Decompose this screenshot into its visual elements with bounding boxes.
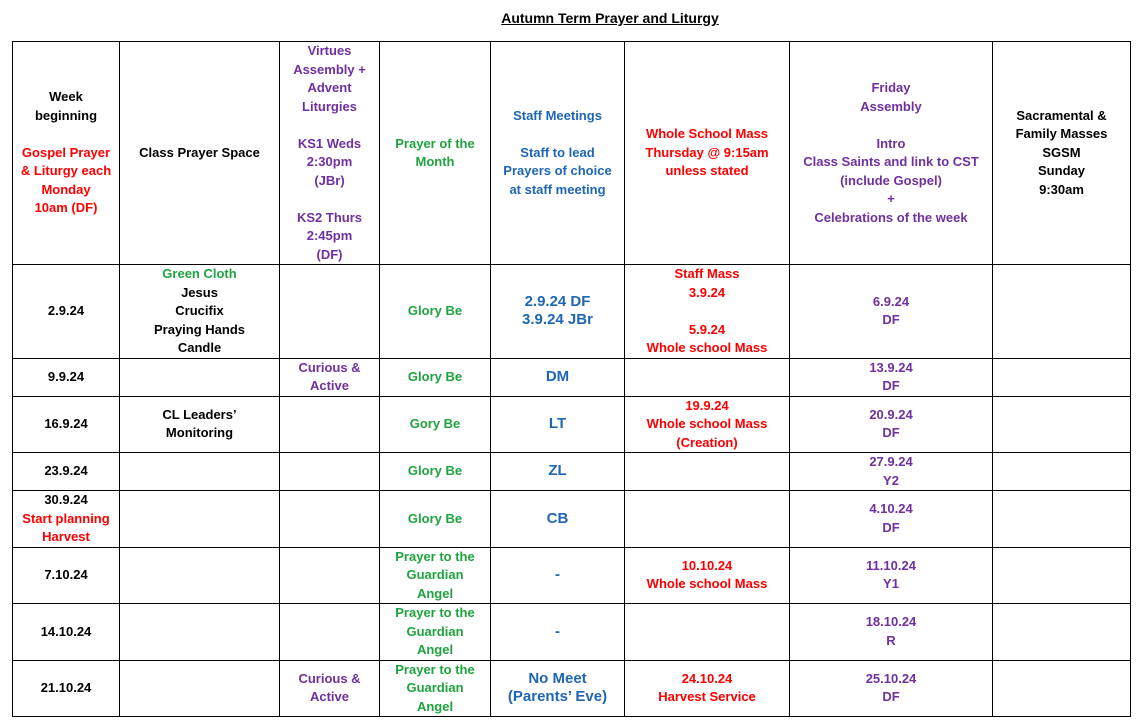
staff-meeting-cell (491, 660, 625, 717)
staff-meeting-cell (491, 547, 625, 604)
week-cell (13, 491, 120, 548)
cell-text: 3.9.24 JBr (522, 311, 593, 329)
sacramental-cell (993, 453, 1131, 491)
mass-cell (625, 265, 790, 359)
prayer-space-cell (120, 265, 280, 359)
cell-text: Whole school Mass (646, 416, 768, 431)
mass-cell (625, 547, 790, 604)
staff-meeting-cell (491, 453, 625, 491)
sacramental-cell (993, 604, 1131, 661)
cell-text: 2.9.24 (47, 303, 85, 318)
friday-assembly-cell (790, 358, 993, 396)
staff-meeting-cell (491, 358, 625, 396)
table-row (13, 660, 1131, 717)
cell-text: DM (545, 367, 570, 385)
staff-meeting-cell (491, 396, 625, 453)
cell-text: Angel (416, 585, 454, 601)
virtues-cell (280, 660, 380, 717)
cell-text: DF (882, 312, 900, 328)
prayer-of-month-cell (380, 396, 491, 453)
cell-text: Guardian (406, 623, 464, 639)
table-row (13, 265, 1131, 359)
cell-text: 14.10.24 (40, 623, 92, 639)
cell-text: Guardian (406, 680, 464, 695)
friday-assembly-cell (790, 604, 993, 661)
virtues-cell (280, 547, 380, 604)
cell-text: Prayer to the (395, 605, 475, 620)
cell-text: DF (882, 378, 900, 393)
cell-text: Active (309, 689, 350, 705)
sacramental-cell (993, 547, 1131, 604)
header-friday-assembly: Friday Assembly Intro Class Saints and link to CST (include Gospel) + Celebrations of the week (790, 42, 993, 265)
cell-text: Harvest (42, 529, 90, 544)
prayer-of-month-cell (380, 265, 491, 359)
table-row (13, 547, 1131, 604)
header-whole-school-mass: Whole School Mass Thursday @ 9:15am unless stated (625, 42, 790, 265)
header-class-prayer-space: Class Prayer Space (120, 42, 280, 265)
cell-text: 30.9.24 (44, 492, 88, 507)
cell-text: Y2 (883, 472, 899, 488)
week-cell (13, 453, 120, 491)
cell-text: (Parents’ Eve) (507, 688, 608, 706)
cell-text: Monitoring (165, 425, 234, 441)
cell-text: 18.10.24 (865, 614, 917, 630)
mass-cell (625, 660, 790, 717)
mass-cell (625, 396, 790, 453)
page-title: Autumn Term Prayer and Liturgy (501, 10, 719, 26)
cell-text: DF (882, 689, 900, 705)
cell-text: 24.10.24 (681, 670, 733, 686)
table-row (13, 358, 1131, 396)
cell-text: 25.10.24 (865, 670, 917, 686)
virtues-cell (280, 396, 380, 453)
sacramental-cell (993, 660, 1131, 717)
prayer-of-month-cell (380, 491, 491, 548)
prayer-space-cell (120, 453, 280, 491)
cell-text: - (555, 566, 560, 583)
cell-text: Angel (416, 642, 454, 657)
mass-cell (625, 453, 790, 491)
cell-text: 23.9.24 (44, 463, 88, 479)
cell-text: 10.10.24 (681, 557, 733, 573)
prayer-space-cell (120, 396, 280, 453)
cell-text: Curious & (298, 670, 361, 686)
cell-text: Green Cloth (162, 266, 237, 281)
virtues-cell (280, 265, 380, 359)
virtues-cell (280, 491, 380, 548)
prayer-space-cell (120, 660, 280, 717)
cell-text: Glory Be (407, 368, 463, 384)
friday-assembly-cell (790, 453, 993, 491)
virtues-cell (280, 604, 380, 661)
week-cell (13, 396, 120, 453)
header-week: Week beginning Gospel Prayer & Liturgy each Monday 10am (DF) (13, 42, 120, 265)
week-cell (13, 604, 120, 661)
prayer-space-cell (120, 547, 280, 604)
cell-text: Crucifix (175, 303, 224, 318)
cell-text: Curious & (298, 359, 361, 375)
header-row (13, 42, 1131, 265)
schedule-table (12, 41, 1131, 717)
friday-assembly-cell (790, 265, 993, 359)
cell-text: Prayer to the (395, 548, 475, 564)
week-cell (13, 547, 120, 604)
sacramental-cell (993, 265, 1131, 359)
cell-text: 27.9.24 (869, 454, 913, 469)
cell-text: CL Leaders’ (162, 406, 237, 422)
header-sacramental: Sacramental & Family Masses SGSM Sunday 9:30am (993, 42, 1131, 265)
week-cell (13, 660, 120, 717)
sacramental-cell (993, 491, 1131, 548)
header-staff-meetings: Staff Meetings Staff to lead Prayers of choice at staff meeting (491, 42, 625, 265)
cell-text: Jesus (181, 284, 218, 300)
table-row (13, 453, 1131, 491)
cell-text: DF (882, 519, 900, 535)
table-row (13, 396, 1131, 453)
mass-cell (625, 604, 790, 661)
cell-text: Glory Be (407, 303, 463, 318)
prayer-of-month-cell (380, 547, 491, 604)
cell-text: Candle (177, 340, 222, 355)
prayer-of-month-cell (380, 604, 491, 661)
prayer-space-cell (120, 604, 280, 661)
cell-text: Harvest Service (658, 689, 756, 705)
table-row (13, 491, 1131, 548)
prayer-space-cell (120, 491, 280, 548)
prayer-of-month-cell (380, 453, 491, 491)
staff-meeting-cell (491, 604, 625, 661)
cell-text: 3.9.24 (688, 284, 726, 300)
cell-text: Prayer to the (395, 661, 475, 677)
header-prayer-of-month: Prayer of the Month (380, 42, 491, 265)
cell-text: No Meet (528, 669, 587, 687)
cell-text: Glory Be (407, 463, 463, 479)
cell-text: Whole school Mass (646, 576, 768, 592)
week-cell (13, 358, 120, 396)
staff-meeting-cell (491, 491, 625, 548)
cell-text: Glory Be (407, 510, 463, 526)
cell-text: 5.9.24 (688, 321, 726, 337)
cell-text: R (886, 632, 896, 648)
week-cell (13, 265, 120, 359)
cell-text: Staff Mass (674, 266, 740, 281)
mass-cell (625, 358, 790, 396)
cell-text: CB (546, 509, 569, 527)
virtues-cell (280, 358, 380, 396)
table-row (13, 604, 1131, 661)
cell-text: LT (548, 415, 567, 432)
cell-text: Gory Be (409, 416, 461, 431)
cell-text: Whole school Mass (646, 340, 768, 355)
mass-cell (625, 491, 790, 548)
cell-text: Active (309, 378, 350, 393)
cell-text: Angel (416, 698, 454, 714)
cell-text: 6.9.24 (872, 293, 910, 309)
cell-text: (Creation) (676, 434, 738, 450)
cell-text: Praying Hands (153, 321, 246, 337)
cell-text: Start planning (22, 510, 110, 526)
friday-assembly-cell (790, 491, 993, 548)
prayer-of-month-cell (380, 358, 491, 396)
cell-text: ZL (548, 462, 567, 480)
header-virtues: Virtues Assembly + Advent Liturgies KS1 Weds 2:30pm (JBr) KS2 Thurs 2:45pm (DF) (280, 42, 380, 265)
sacramental-cell (993, 396, 1131, 453)
cell-text: 2.9.24 DF (524, 292, 591, 310)
cell-text: 16.9.24 (44, 416, 88, 431)
cell-text: DF (882, 425, 900, 441)
friday-assembly-cell (790, 660, 993, 717)
cell-text: 4.10.24 (869, 501, 913, 517)
cell-text: 7.10.24 (44, 567, 88, 582)
cell-text: 21.10.24 (40, 680, 92, 695)
cell-text: - (555, 622, 560, 640)
sacramental-cell (993, 358, 1131, 396)
friday-assembly-cell (790, 547, 993, 604)
cell-text: 13.9.24 (869, 359, 913, 375)
cell-text: 20.9.24 (869, 406, 913, 422)
prayer-space-cell (120, 358, 280, 396)
cell-text: 11.10.24 (866, 557, 916, 573)
virtues-cell (280, 453, 380, 491)
cell-text: Y1 (883, 576, 899, 592)
prayer-of-month-cell (380, 660, 491, 717)
cell-text: 19.9.24 (685, 397, 729, 413)
friday-assembly-cell (790, 396, 993, 453)
cell-text: Guardian (406, 567, 464, 582)
cell-text: 9.9.24 (47, 368, 85, 384)
staff-meeting-cell (491, 265, 625, 359)
